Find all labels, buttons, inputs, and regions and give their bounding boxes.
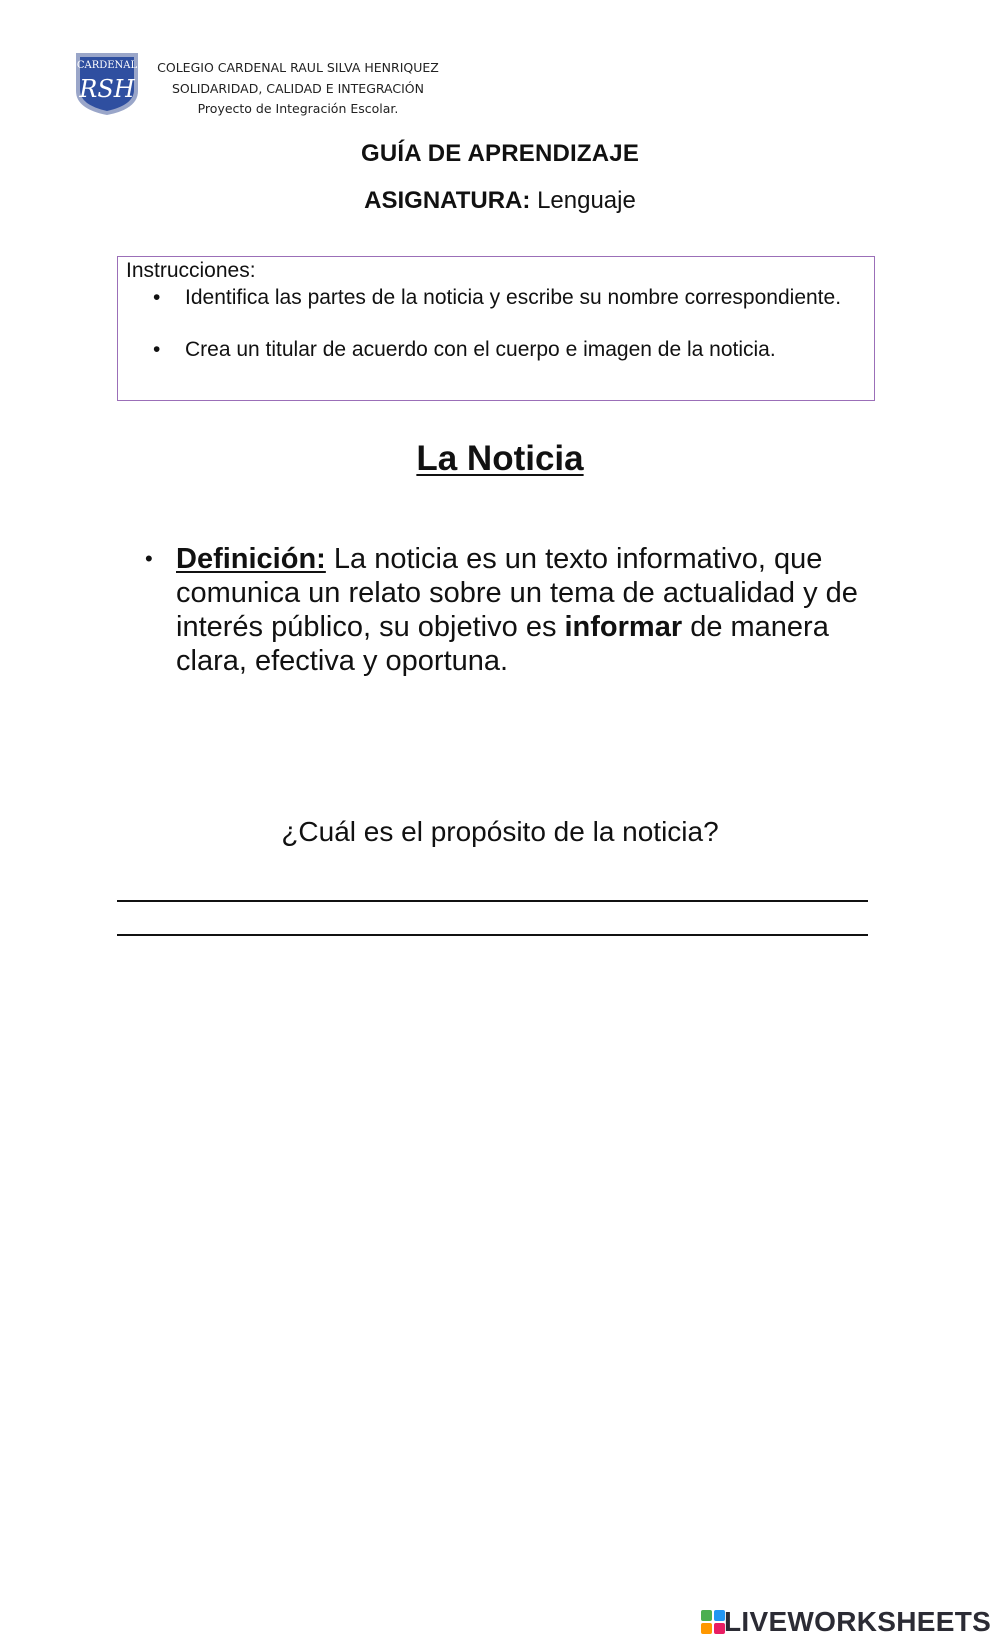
- watermark-text: LIVEWORKSHEETS: [724, 1606, 992, 1637]
- bullet-icon: •: [145, 546, 153, 571]
- definition-paragraph: [145, 542, 885, 678]
- subject-value: Lenguaje: [537, 187, 636, 214]
- logo-text-top: CARDENAL: [76, 60, 138, 71]
- definition-label: Definición:: [176, 543, 326, 575]
- definition-bold-word: informar: [564, 611, 683, 643]
- definition-body-end: de manera clara, efectiva y oportuna.: [176, 611, 829, 677]
- subject-label: ASIGNATURA:: [364, 187, 531, 214]
- answer-line[interactable]: [117, 934, 868, 936]
- instructions-heading: Instrucciones:: [126, 259, 256, 282]
- instructions-list: [118, 285, 874, 363]
- section-title: [0, 439, 1000, 479]
- definition-text: [176, 542, 885, 678]
- answer-line[interactable]: [117, 900, 868, 902]
- logo-monogram: RSH: [79, 75, 135, 103]
- liveworksheets-logo-icon: [700, 1609, 726, 1635]
- instruction-item: [118, 337, 874, 363]
- guide-title: GUÍA DE APRENDIZAJE: [360, 140, 640, 167]
- school-program: Proyecto de Integración Escolar.: [197, 101, 399, 116]
- instruction-text: Crea un titular de acuerdo con el cuerpo e imagen de la noticia.: [185, 338, 776, 361]
- school-info: [148, 58, 448, 120]
- instructions-box: [117, 256, 875, 401]
- school-header: [70, 47, 470, 119]
- section-title-text: La Noticia: [416, 439, 584, 478]
- subject-line: [0, 187, 1000, 215]
- school-name: COLEGIO CARDENAL RAUL SILVA HENRIQUEZ: [157, 60, 439, 75]
- bullet-icon: •: [153, 286, 161, 309]
- definition-body: La noticia es un texto informativo, que comunica un relato sobre un tema de actualidad y de interés público, su objetivo es: [176, 543, 858, 643]
- liveworksheets-watermark: [700, 1606, 996, 1636]
- school-motto: SOLIDARIDAD, CALIDAD E INTEGRACIÓN: [171, 80, 424, 96]
- bullet-icon: •: [153, 338, 161, 361]
- question-text: ¿Cuál es el propósito de la noticia?: [281, 816, 719, 847]
- instruction-item: [118, 285, 874, 311]
- instruction-text: Identifica las partes de la noticia y escribe su nombre correspondiente.: [185, 286, 842, 309]
- school-shield-icon: [72, 47, 142, 117]
